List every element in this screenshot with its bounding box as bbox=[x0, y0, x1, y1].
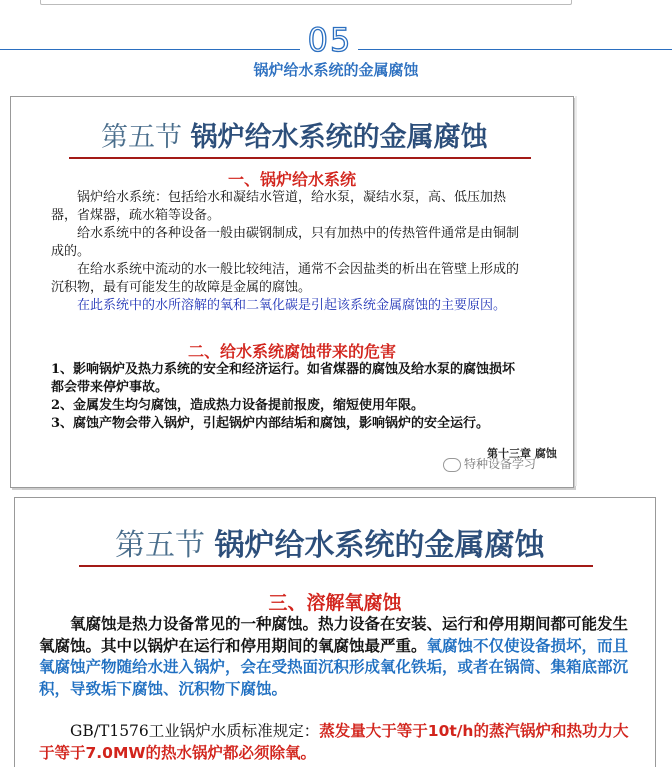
subheading-1: 一、锅炉给水系统 bbox=[227, 170, 356, 189]
watermark-text: 特种设备学习 bbox=[464, 457, 537, 471]
header-divider-left bbox=[0, 49, 300, 50]
slide-edge-shadow bbox=[575, 96, 577, 486]
paragraph-1: 锅炉给水系统：包括给水和凝结水管道，给水泵，凝结水泵，高、低压加热器，省煤器，疏水箱等设备。 bbox=[51, 190, 507, 223]
watermark bbox=[443, 455, 536, 472]
section-title: 锅炉给水系统的金属腐蚀 bbox=[253, 61, 419, 79]
paragraph-highlight: 氧腐蚀不仅使设备损坏，而且氧腐蚀产物随给水进入锅炉，会在受热面沉积形成氧化铁垢，或者在锅筒、集箱底部沉积，导致垢下腐蚀、沉积物下腐蚀。 bbox=[39, 636, 629, 698]
previous-slide-edge bbox=[40, 0, 572, 5]
paragraph-2: 给水系统中的各种设备一般由碳钢制成，只有加热中的传热管件通常是由铜制成的。 bbox=[51, 226, 520, 259]
title-underline bbox=[79, 565, 593, 567]
slide-title-main: 锅炉给水系统的金属腐蚀 bbox=[214, 528, 545, 563]
paragraph-4: 在此系统中的水所溶解的氧和二氧化碳是引起该系统金属腐蚀的主要原因。 bbox=[51, 298, 507, 313]
standard-paragraph bbox=[39, 721, 629, 764]
subheading-2: 二、给水系统腐蚀带来的危害 bbox=[187, 342, 396, 361]
slide-title bbox=[115, 520, 545, 564]
slide-image-2 bbox=[14, 497, 656, 767]
section-number: 05 bbox=[307, 21, 353, 59]
hazard-item-3: 3、腐蚀产物会带入锅炉，引起锅炉内部结垢和腐蚀，影响锅炉的安全运行。 bbox=[51, 416, 490, 431]
hazard-item-2: 2、金属发生均匀腐蚀，造成热力设备提前报废，缩短使用年限。 bbox=[51, 398, 425, 413]
header-divider-right bbox=[358, 49, 672, 50]
slide-title bbox=[101, 115, 488, 154]
paragraph-text: 氧腐蚀是热力设备常见的一种腐蚀。热力设备在安装、运行和停用期间都可能发生氧腐蚀。其中以锅炉在运行和停用期间的氧腐蚀最严重。 bbox=[39, 615, 629, 655]
chapter-footer: 第十三章 腐蚀 bbox=[487, 447, 557, 460]
slide-title-main: 锅炉给水系统的金属腐蚀 bbox=[190, 122, 488, 153]
slide-image-1 bbox=[10, 96, 574, 488]
paragraph-3: 在给水系统中流动的水一般比较纯洁，通常不会因盐类的析出在管壁上形成的沉积物，最有可能发生的故障是金属的腐蚀。 bbox=[51, 262, 520, 295]
hazard-item-1: 1、影响锅炉及热力系统的安全和经济运行。如省煤器的腐蚀及给水泵的腐蚀损坏都会带来停炉事故。 bbox=[51, 362, 516, 395]
slide-title-prefix: 第五节 bbox=[101, 122, 182, 153]
section-header bbox=[0, 18, 672, 84]
title-underline bbox=[69, 157, 531, 159]
oxygen-corrosion-paragraph bbox=[39, 614, 629, 700]
slide-title-prefix: 第五节 bbox=[115, 528, 205, 563]
subheading-3: 三、溶解氧腐蚀 bbox=[268, 592, 402, 614]
wechat-icon bbox=[443, 458, 461, 472]
standard-requirement: 蒸发量大于等于10t/h的蒸汽锅炉和热功力大于等于7.0MW的热水锅炉都必须除氧。 bbox=[39, 722, 629, 762]
standard-text: GB/T1576工业锅炉水质标准规定： bbox=[39, 722, 320, 740]
